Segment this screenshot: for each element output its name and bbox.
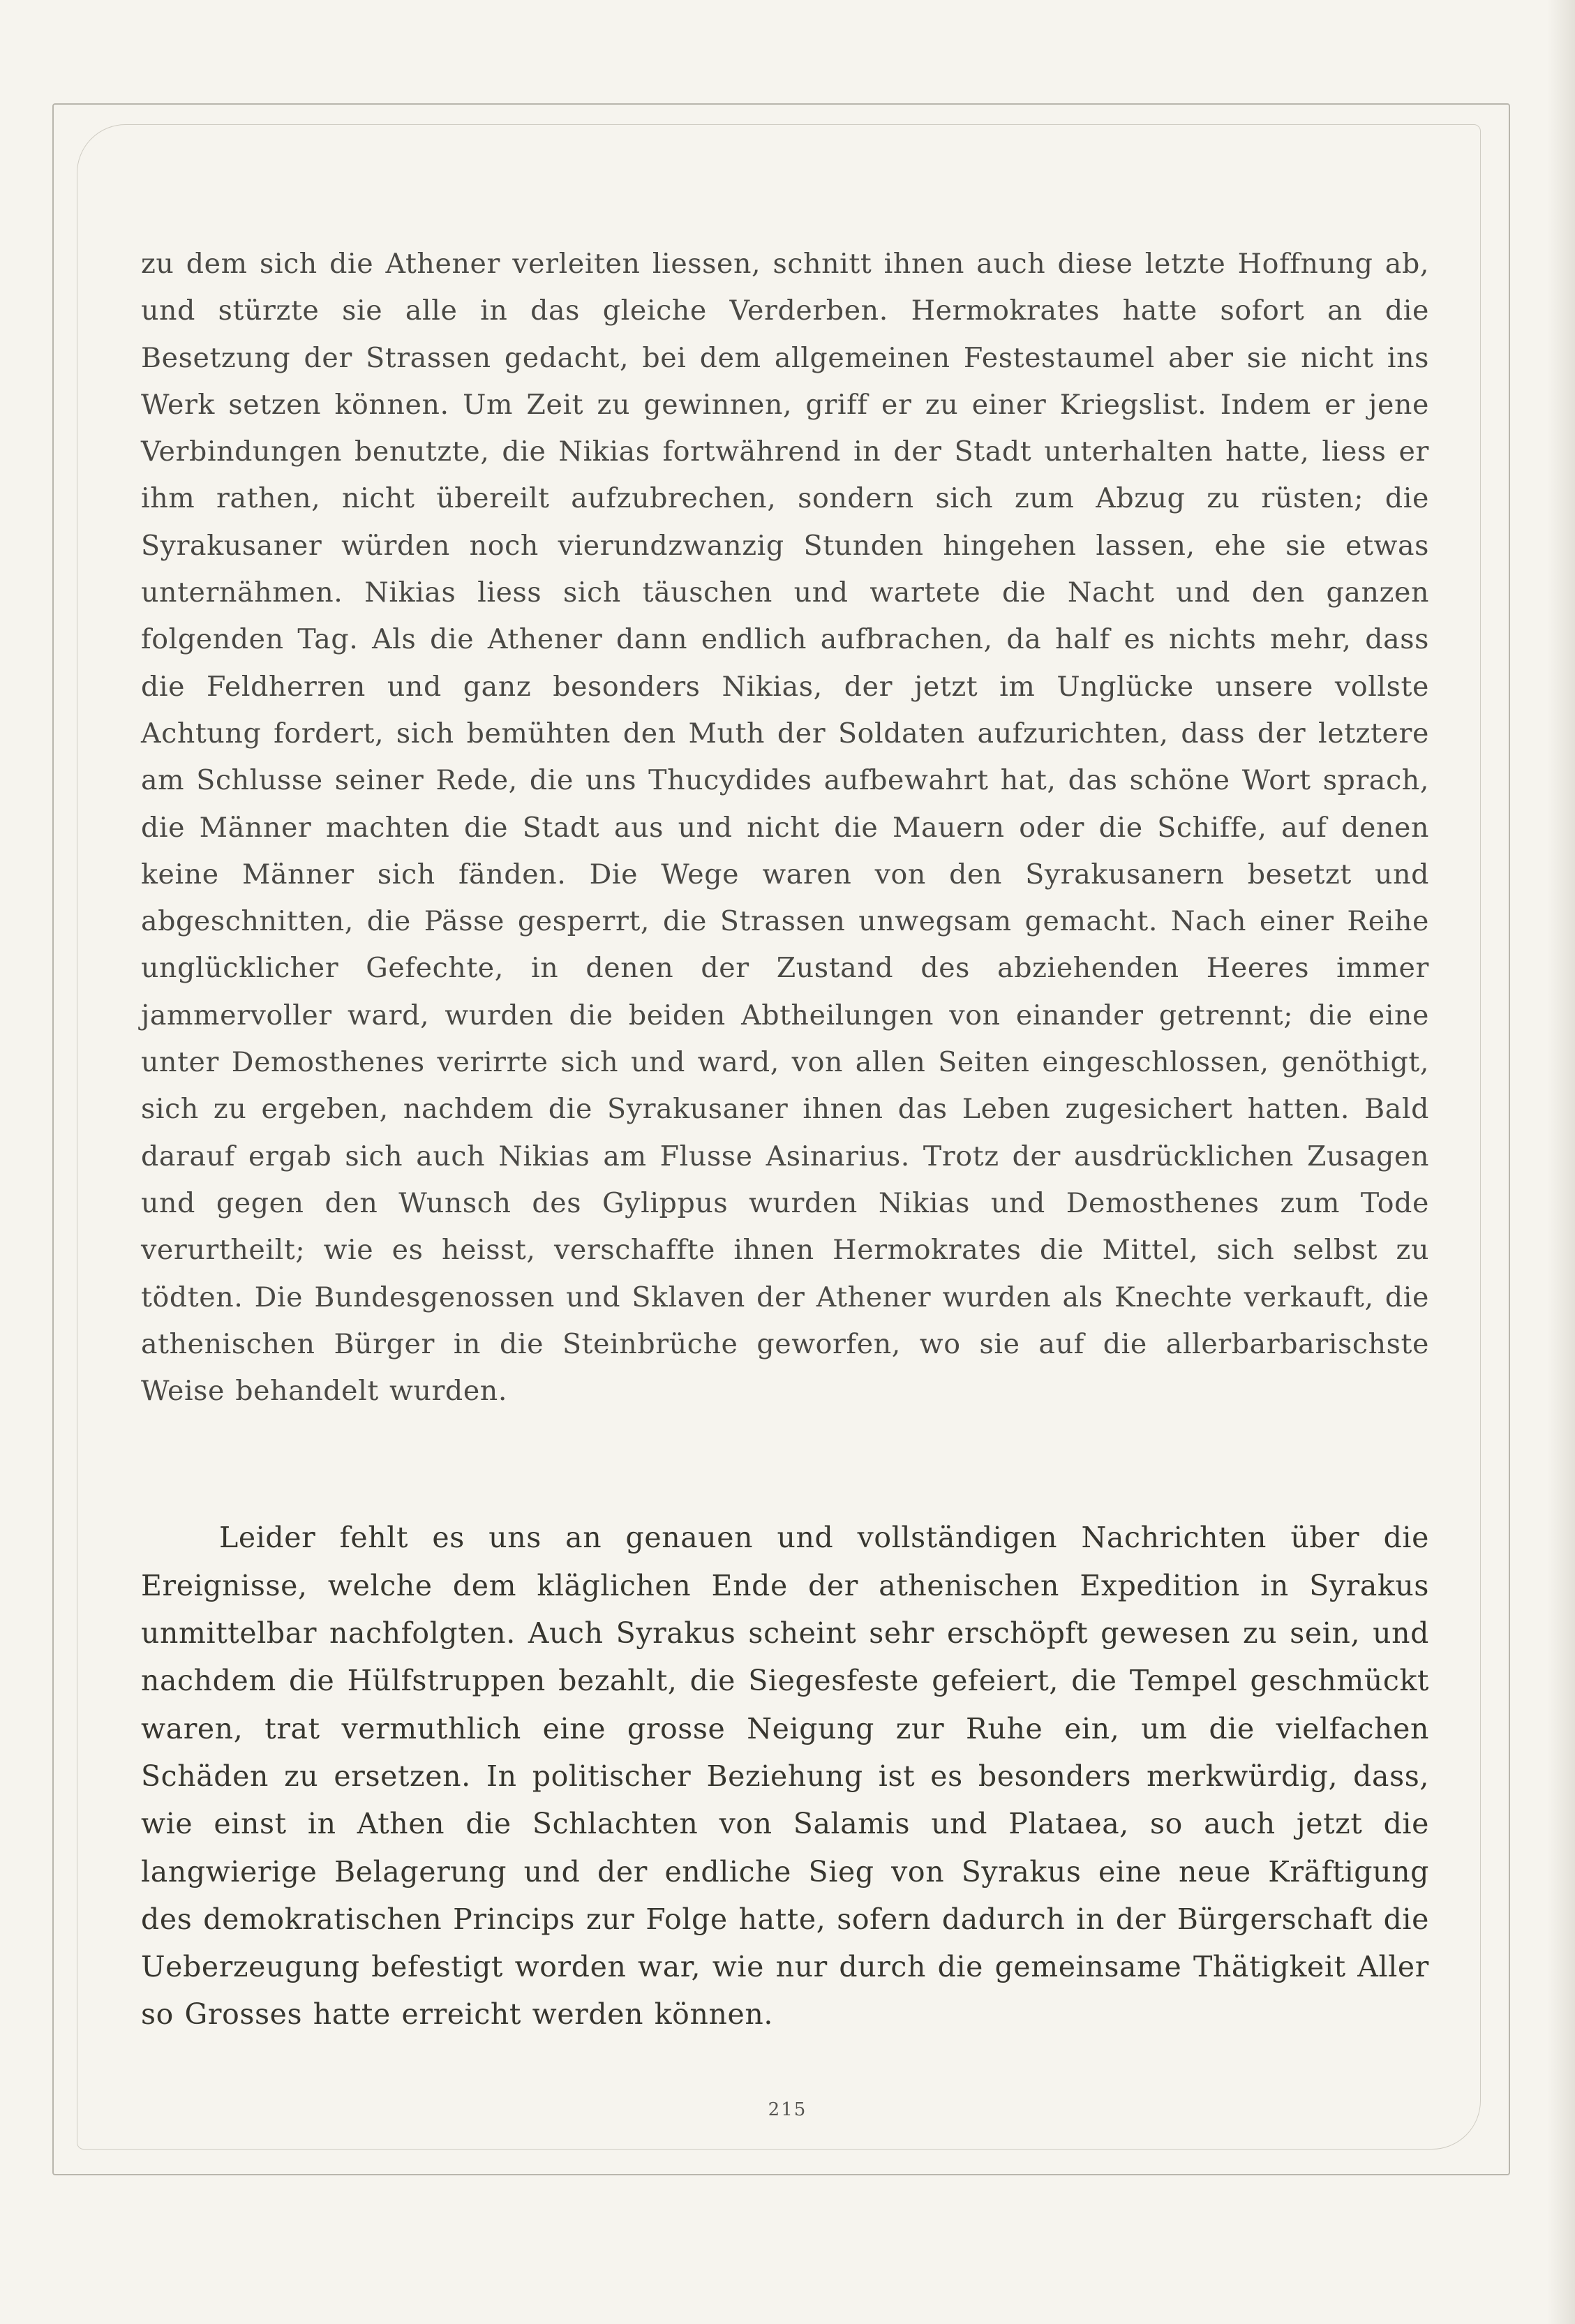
paragraph-new: Leider fehlt es uns an genauen und vollständigen Nachrichten über die Ereignisse, welche dem kläglichen Ende der athenischen Expedition in Syrakus unmittelbar nachfolgten. Auch Syrakus scheint sehr erschöpft gewesen zu sein, und nachdem die Hülfstruppen bezahlt, die Siegesfeste gefeiert, die Tempel geschmückt waren, trat vermuthlich eine grosse Neigung zur Ruhe ein, um die vielfachen Schäden zu ersetzen. In politischer Beziehung ist es besonders merkwürdig, dass, wie einst in Athen die Schlachten von Salamis und Plataea, so auch jetzt die langwierige Belagerung und der endliche Sieg von Syrakus eine neue Kräftigung des demokratischen Princips zur Folge hatte, sofern dadurch in der Bürgerschaft die Ueberzeugung befestigt worden war, wie nur durch die gemeinsame Thätigkeit Aller so Grosses hatte erreicht werden können.	[141, 1521, 1429, 2032]
page-number: 215	[768, 2099, 807, 2120]
body-text	[141, 241, 1429, 2039]
paragraph-continuation: zu dem sich die Athener verleiten liessen, schnitt ihnen auch diese letzte Hoffnung ab, und stürzte sie alle in das gleiche Verderben. Hermokrates hatte sofort an die Besetzung der Strassen gedacht, bei dem allgemeinen Festestaumel aber sie nicht ins Werk setzen können. Um Zeit zu gewinnen, griff er zu einer Kriegslist. Indem er jene Verbindungen benutzte, die Nikias fortwährend in der Stadt unterhalten hatte, liess er ihm rathen, nicht übereilt aufzubrechen, sondern sich zum Abzug zu rüsten; die Syrakusaner würden noch vierundzwanzig Stunden hingehen lassen, ehe sie etwas unternähmen. Nikias liess sich täuschen und wartete die Nacht und den ganzen folgenden Tag. Als die Athener dann endlich aufbrachen, da half es nichts mehr, dass die Feldherren und ganz besonders Nikias, der jetzt im Unglücke unsere vollste Achtung fordert, sich bemühten den Muth der Soldaten aufzurichten, dass der letztere am Schlusse seiner Rede, die uns Thucydides aufbewahrt hat, das schöne Wort sprach, die Männer machten die Stadt aus und nicht die Mauern oder die Schiffe, auf denen keine Männer sich fänden. Die Wege waren von den Syrakusanern besetzt und abgeschnitten, die Pässe gesperrt, die Strassen unwegsam gemacht. Nach einer Reihe unglücklicher Gefechte, in denen der Zustand des abziehenden Heeres immer jammervoller ward, wurden die beiden Abtheilungen von einander getrennt; die eine unter Demosthenes verirrte sich und ward, von allen Seiten eingeschlossen, genöthigt, sich zu ergeben, nachdem die Syrakusaner ihnen das Leben zugesichert hatten. Bald darauf ergab sich auch Nikias am Flusse Asinarius. Trotz der ausdrücklichen Zusagen und gegen den Wunsch des Gylippus wurden Nikias und Demosthenes zum Tode verurtheilt; wie es heisst, verschaffte ihnen Hermokrates die Mittel, sich selbst zu tödten. Die Bundesgenossen und Sklaven der Athener wurden als Knechte verkauft, die athenischen Bürger in die Steinbrüche geworfen, wo sie auf die allerbarbarischste Weise behandelt wurden.	[141, 248, 1429, 1408]
page-edge-shadow	[1547, 0, 1575, 2324]
